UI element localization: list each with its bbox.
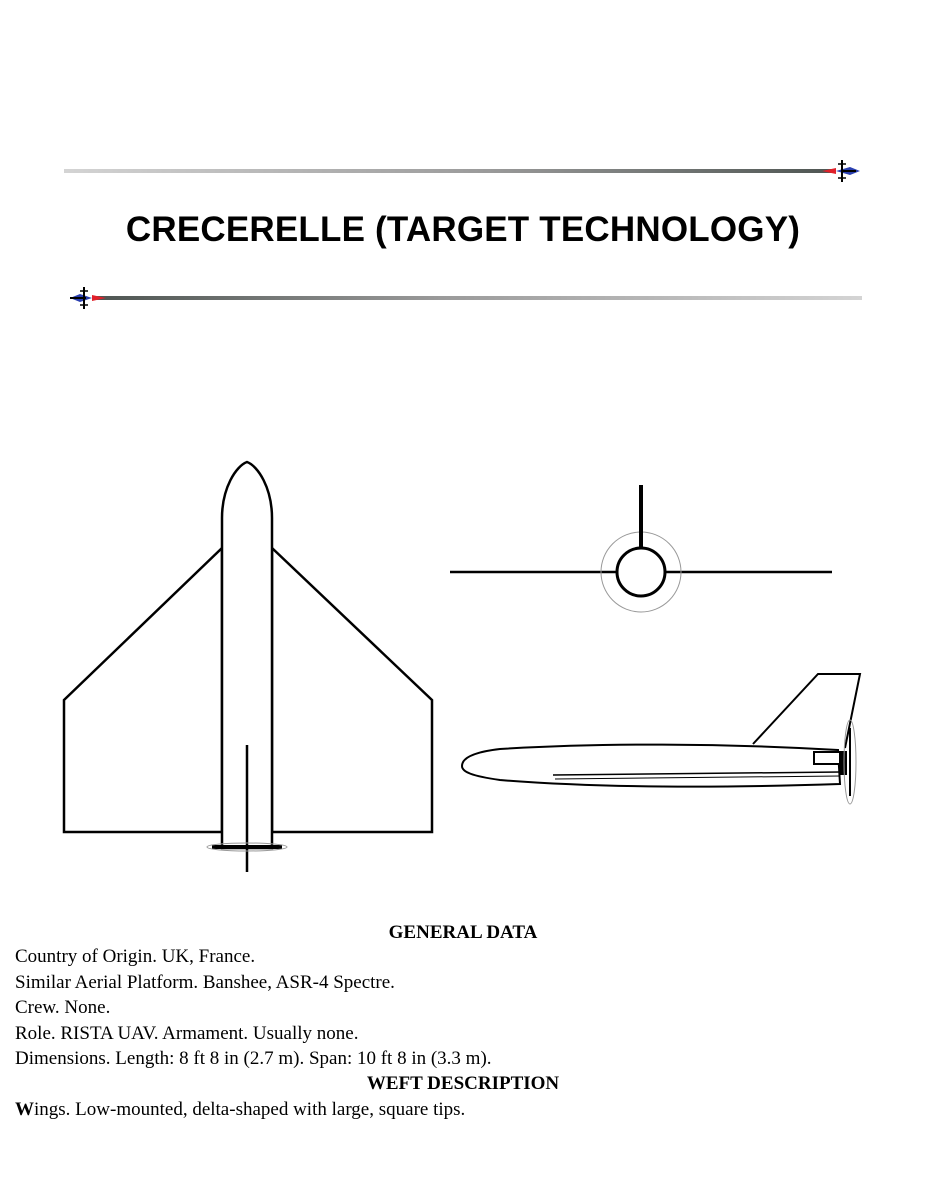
weft-description-line [15,1099,465,1121]
front-view [450,485,832,612]
general-data-heading: GENERAL DATA [388,922,538,943]
general-data-line: Dimensions. Length: 8 ft 8 in (2.7 m). Span: 10 ft 8 in (3.3 m). [15,1048,492,1069]
weft-line-lead: W [15,1099,34,1120]
side-view [462,674,860,804]
jet-icon-right [822,160,860,182]
weft-line-text: ings. Low-mounted, delta-shaped with large, square tips. [34,1099,466,1120]
jet-icon-left [70,287,106,309]
aircraft-three-view [0,400,926,890]
top-divider [60,158,870,186]
general-data-line: Role. RISTA UAV. Armament. Usually none. [15,1023,359,1044]
page-title: CRECERELLE (TARGET TECHNOLOGY) [125,210,801,249]
general-data-line: Crew. None. [15,997,111,1018]
bottom-divider [60,285,870,313]
general-data-line: Country of Origin. UK, France. [15,946,256,967]
weft-description-heading: WEFT DESCRIPTION [366,1073,560,1094]
plan-view [64,462,432,872]
general-data-line: Similar Aerial Platform. Banshee, ASR-4 Spectre. [15,972,395,993]
